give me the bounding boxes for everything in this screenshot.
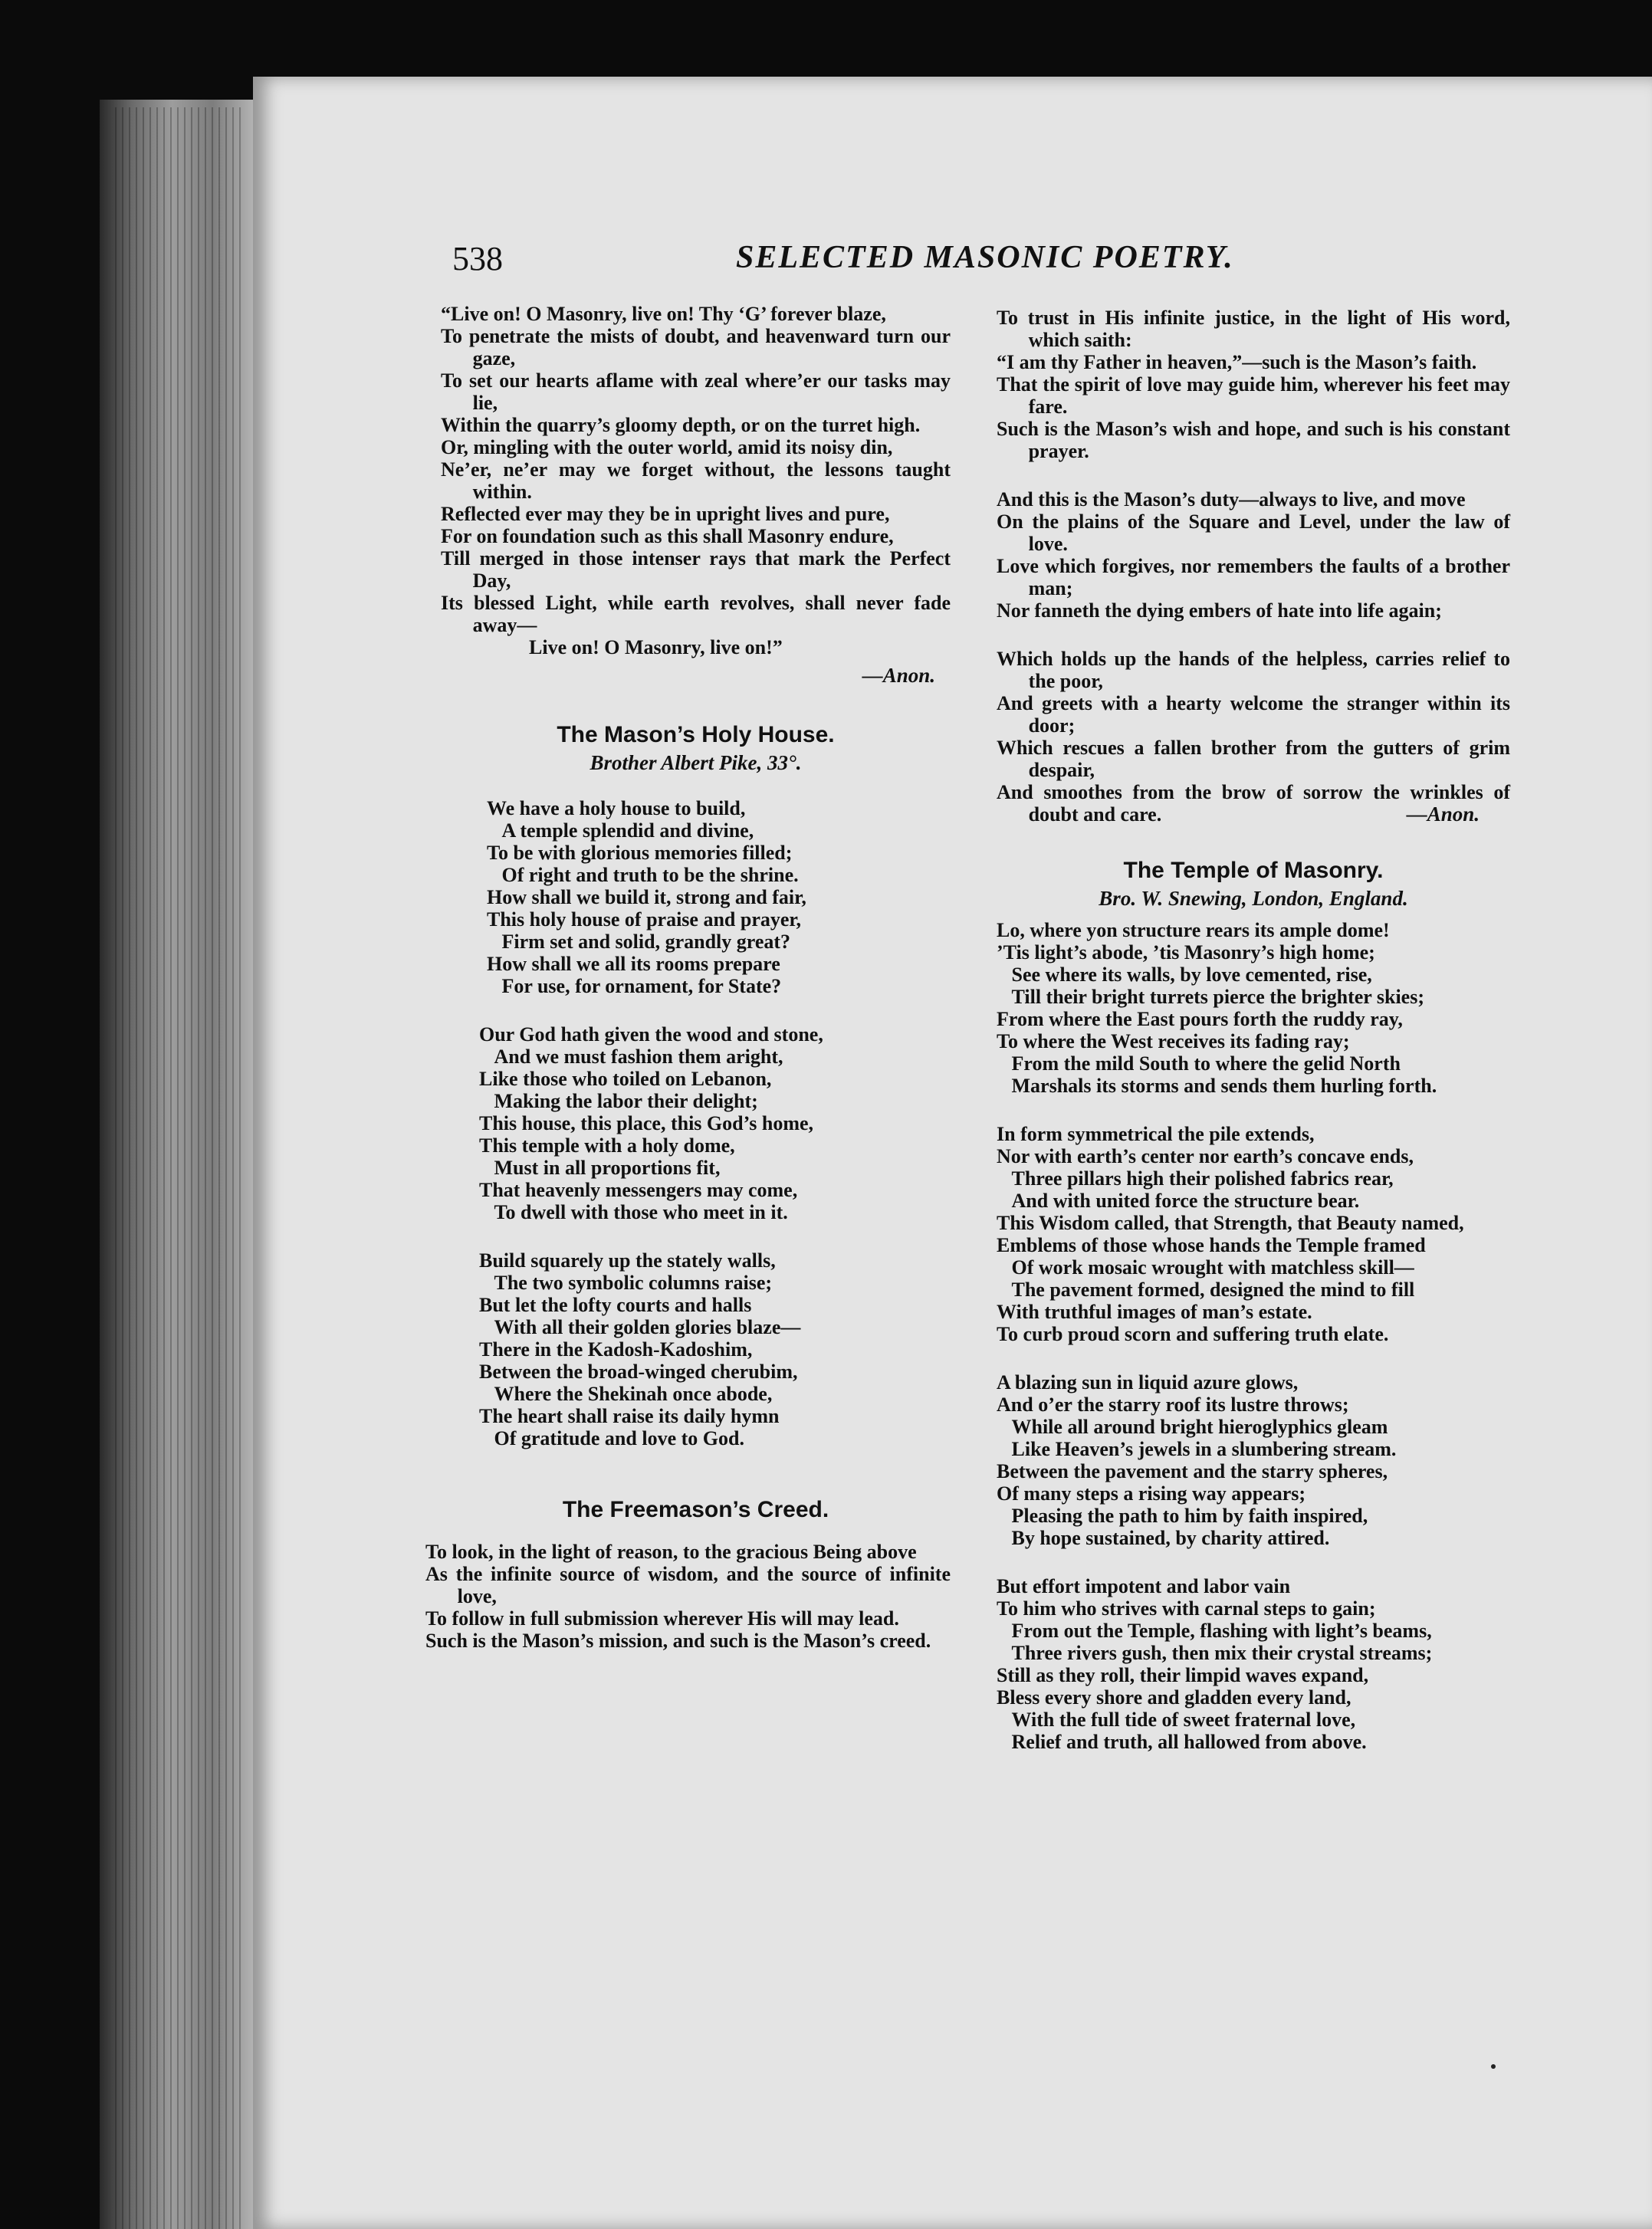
poem-line: Till merged in those intenser rays that mark the Perfect Day, <box>441 547 951 592</box>
poem-line: Build squarely up the stately walls, <box>479 1249 776 1272</box>
poem-line: Of right and truth to be the shrine. <box>487 864 799 886</box>
opening-poem <box>441 303 951 658</box>
poem-line: Where the Shekinah once abode, <box>479 1383 773 1405</box>
poem-line: To look, in the light of reason, to the gracious Being above <box>425 1541 917 1563</box>
poem-line: And we must fashion them aright, <box>479 1046 783 1068</box>
stanza <box>441 1023 951 1223</box>
ink-speck <box>1491 2064 1496 2069</box>
poem-line: From out the Temple, flashing with light’s beams, <box>997 1620 1432 1642</box>
poem-line: A temple splendid and divine, <box>487 819 754 842</box>
poem-line: That heavenly messengers may come, <box>479 1179 798 1201</box>
poem-title: The Temple of Masonry. <box>1123 858 1384 883</box>
poem-line: With the full tide of sweet fraternal love, <box>997 1709 1356 1731</box>
poem-line: That the spirit of love may guide him, wherever his feet may fare. <box>997 373 1510 418</box>
poem-line: To trust in His infinite justice, in the light of His word, which saith: <box>997 307 1510 351</box>
poem-line: To set our hearts aflame with zeal where’er our tasks may lie, <box>441 369 951 414</box>
poem-line: Still as they roll, their limpid waves expand, <box>997 1664 1369 1686</box>
page-number: 538 <box>452 240 503 277</box>
poem-line: Reflected ever may they be in upright lives and pure, <box>441 503 890 525</box>
poem-line: And o’er the starry roof its lustre throws; <box>997 1394 1349 1416</box>
stanza <box>997 1371 1510 1549</box>
poem-line: And greets with a hearty welcome the stranger within its door; <box>997 692 1510 737</box>
poem-line: This house, this place, this God’s home, <box>479 1112 814 1134</box>
poem-line: The two symbolic columns raise; <box>479 1272 773 1294</box>
poem-line: Within the quarry’s gloomy depth, or on the turret high. <box>441 414 921 436</box>
poem-line: This temple with a holy dome, <box>479 1134 735 1157</box>
poem-line: See where its walls, by love cemented, rise, <box>997 963 1372 986</box>
poem-line: But effort impotent and labor vain <box>997 1575 1291 1597</box>
stanza <box>997 1123 1510 1345</box>
poem-line: With truthful images of man’s estate. <box>997 1301 1312 1323</box>
right-column <box>997 307 1510 1753</box>
poem-line: How shall we all its rooms prepare <box>487 953 780 975</box>
poem-line: Which rescues a fallen brother from the gutters of grim despair, <box>997 737 1510 781</box>
stanza <box>997 1575 1510 1753</box>
poem-line: This holy house of praise and prayer, <box>487 908 802 931</box>
poem-line: We have a holy house to build, <box>487 797 746 819</box>
poem-line: And this is the Mason’s duty—always to live, and move <box>997 488 1466 510</box>
binding-page-edges <box>115 107 245 2229</box>
poem-line: How shall we build it, strong and fair, <box>487 886 806 908</box>
poem-line: Making the labor their delight; <box>479 1090 758 1112</box>
poem-line: A blazing sun in liquid azure glows, <box>997 1371 1299 1394</box>
running-head: SELECTED MASONIC POETRY. <box>736 240 1234 275</box>
poem-line: Bless every shore and gladden every land, <box>997 1686 1351 1709</box>
poem-line: Its blessed Light, while earth revolves, shall never fade away— <box>441 592 951 636</box>
poem-line: To him who strives with carnal steps to gain; <box>997 1597 1376 1620</box>
poem-line: Must in all proportions fit, <box>479 1157 721 1179</box>
poem-line: “I am thy Father in heaven,”—such is the Mason’s faith. <box>997 351 1477 373</box>
poem-line: To dwell with those who meet in it. <box>479 1201 788 1223</box>
poem-byline: Bro. W. Snewing, London, England. <box>1099 887 1408 910</box>
poem-line: There in the Kadosh-Kadoshim, <box>479 1338 753 1361</box>
poem-line: Like those who toiled on Lebanon, <box>479 1068 772 1090</box>
poem-line: Nor fanneth the dying embers of hate into life again; <box>997 599 1442 622</box>
poem-line: To follow in full submission wherever His will may lead. <box>425 1607 899 1630</box>
poem-line: Between the pavement and the starry spheres, <box>997 1460 1388 1482</box>
poem-line: Firm set and solid, grandly great? <box>487 931 791 953</box>
poem-line: Of work mosaic wrought with matchless skill— <box>997 1256 1414 1279</box>
poem-line: Which holds up the hands of the helpless, carries relief to the poor, <box>997 648 1510 692</box>
poem-byline: Brother Albert Pike, 33°. <box>590 751 802 774</box>
stanza <box>997 648 1510 826</box>
stanza <box>997 307 1510 462</box>
poem-line: Our God hath given the wood and stone, <box>479 1023 823 1046</box>
stanza <box>441 1249 951 1449</box>
attribution: —Anon. <box>1406 803 1480 826</box>
poem-line: “Live on! O Masonry, live on! Thy ‘G’ forever blaze, <box>441 303 886 325</box>
poem-line: Till their bright turrets pierce the brighter skies; <box>997 986 1424 1008</box>
poem-line: But let the lofty courts and halls <box>479 1294 752 1316</box>
poem-line: To curb proud scorn and suffering truth elate. <box>997 1323 1389 1345</box>
poem-line: Nor with earth’s center nor earth’s concave ends, <box>997 1145 1414 1167</box>
stanza <box>425 1541 951 1652</box>
poem-line: And with united force the structure bear. <box>997 1190 1360 1212</box>
poem-line: To where the West receives its fading ray; <box>997 1030 1350 1052</box>
attribution: —Anon. <box>862 664 935 687</box>
poem-line: Three pillars high their polished fabrics rear, <box>997 1167 1394 1190</box>
stanza <box>997 919 1510 1097</box>
stanza <box>441 797 951 997</box>
left-column <box>425 303 951 1652</box>
poem-line: Lo, where yon structure rears its ample dome! <box>997 919 1390 941</box>
poem-line: From the mild South to where the gelid North <box>997 1052 1401 1075</box>
poem-line: Of many steps a rising way appears; <box>997 1482 1306 1505</box>
poem-line: On the plains of the Square and Level, under the law of love. <box>997 510 1510 555</box>
poem-line: Like Heaven’s jewels in a slumbering stream. <box>997 1438 1397 1460</box>
stanza <box>997 488 1510 622</box>
poem-line: Of gratitude and love to God. <box>479 1427 744 1449</box>
poem-line: Between the broad-winged cherubim, <box>479 1361 798 1383</box>
poem-line: Or, mingling with the outer world, amid its noisy din, <box>441 436 893 458</box>
poem-title: The Mason’s Holy House. <box>557 722 835 747</box>
poem-line: With all their golden glories blaze— <box>479 1316 801 1338</box>
poem-line: The heart shall raise its daily hymn <box>479 1405 780 1427</box>
poem-line: Such is the Mason’s wish and hope, and such is his constant prayer. <box>997 418 1510 462</box>
poem-line: In form symmetrical the pile extends, <box>997 1123 1315 1145</box>
poem-line: Love which forgives, nor remembers the faults of a brother man; <box>997 555 1510 599</box>
poem-line: The pavement formed, designed the mind to fill <box>997 1279 1415 1301</box>
poem-line: Pleasing the path to him by faith inspired, <box>997 1505 1368 1527</box>
poem-line: Marshals its storms and sends them hurling forth. <box>997 1075 1437 1097</box>
poem-line: While all around bright hieroglyphics gleam <box>997 1416 1388 1438</box>
poem-line: Ne’er, ne’er may we forget without, the lessons taught within. <box>441 458 951 503</box>
poem-line: This Wisdom called, that Strength, that Beauty named, <box>997 1212 1464 1234</box>
poem-line: To be with glorious memories filled; <box>487 842 793 864</box>
poem-line: From where the East pours forth the ruddy ray, <box>997 1008 1403 1030</box>
poem-line: And smoothes from the brow of sorrow the wrinkles of doubt and care. <box>997 781 1510 826</box>
poem-line: For use, for ornament, for State? <box>487 975 782 997</box>
poem-line: Three rivers gush, then mix their crystal streams; <box>997 1642 1433 1664</box>
poem-line: Emblems of those whose hands the Temple framed <box>997 1234 1426 1256</box>
poem-line: To penetrate the mists of doubt, and heavenward turn our gaze, <box>441 325 951 369</box>
poem-line: Such is the Mason’s mission, and such is the Mason’s creed. <box>425 1630 931 1652</box>
poem-line: By hope sustained, by charity attired. <box>997 1527 1330 1549</box>
poem-line: For on foundation such as this shall Masonry endure, <box>441 525 894 547</box>
poem-title: The Freemason’s Creed. <box>562 1497 829 1522</box>
poem-line: Live on! O Masonry, live on!” <box>529 636 783 658</box>
poem-line: ’Tis light’s abode, ’tis Masonry’s high home; <box>997 941 1375 963</box>
poem-line: As the infinite source of wisdom, and the source of infinite love, <box>425 1563 951 1607</box>
poem-line: Relief and truth, all hallowed from above. <box>997 1731 1367 1753</box>
